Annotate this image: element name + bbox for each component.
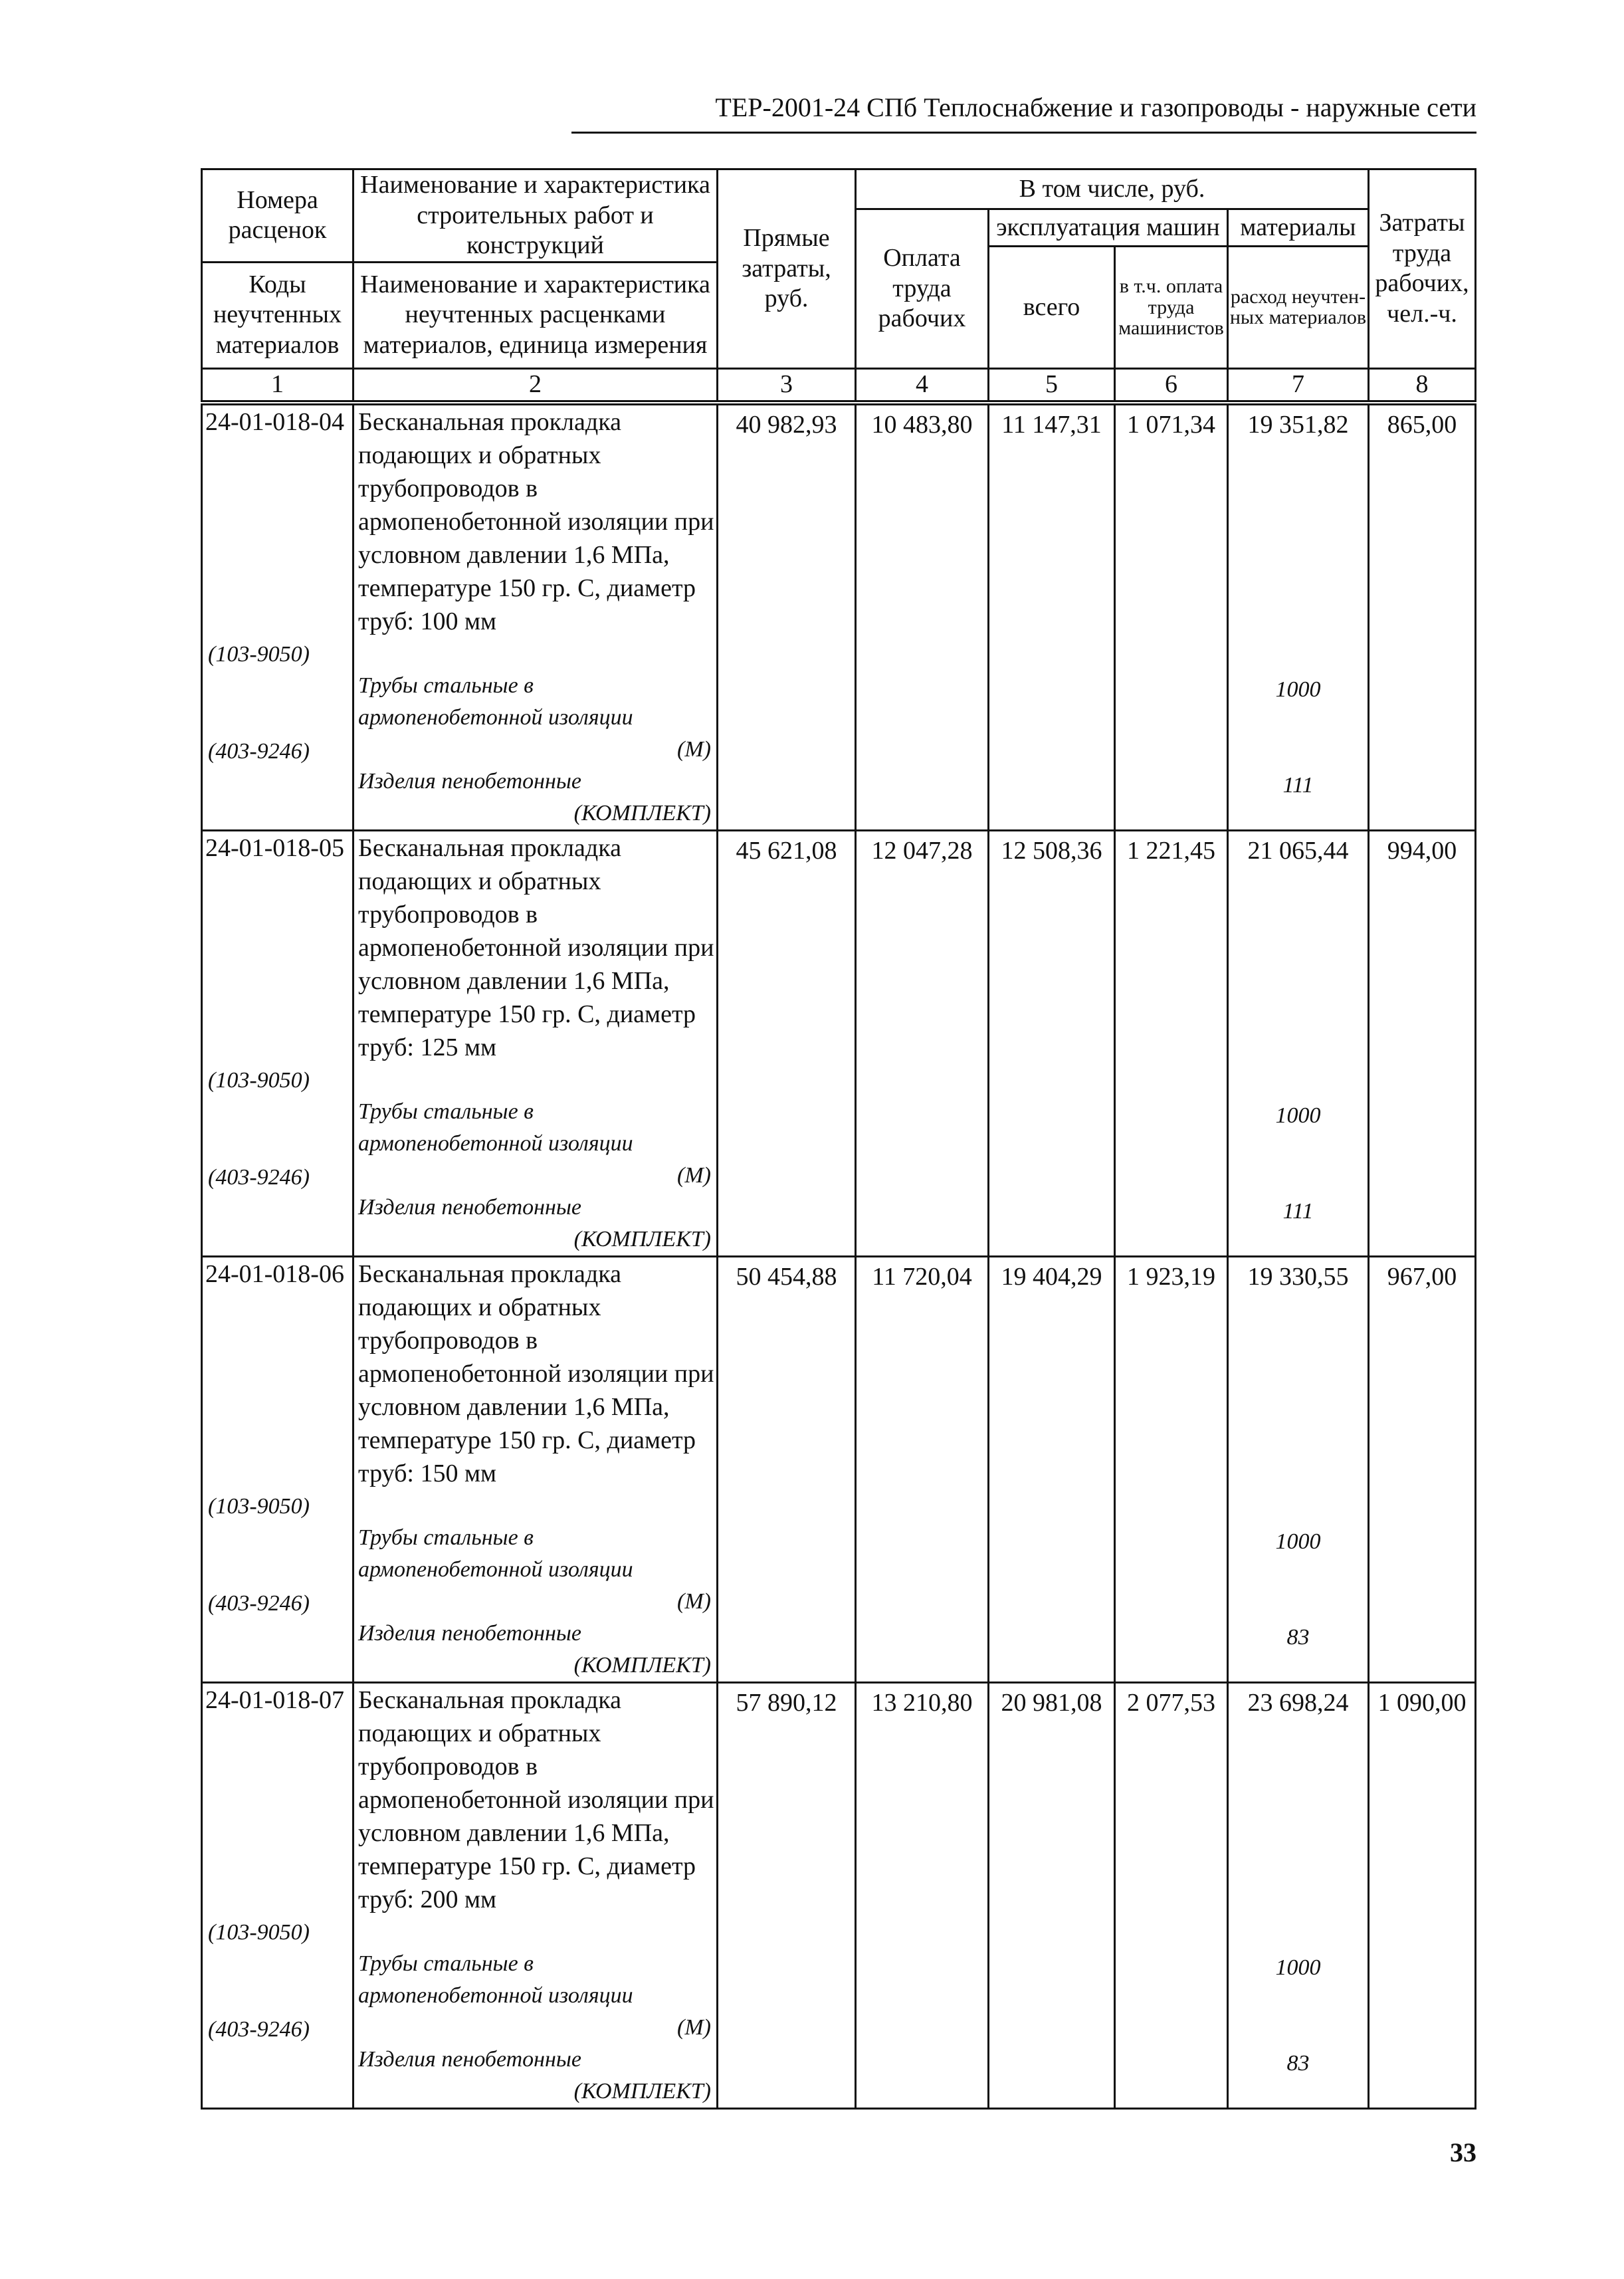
materials-cell bbox=[1228, 405, 1369, 831]
material-qty: 83 bbox=[1286, 2051, 1310, 2076]
material-name: Трубы стальные в армопенобетонной изоляции bbox=[358, 1951, 633, 2008]
rate-code-cell bbox=[202, 1683, 354, 2109]
work-name: Бесканальная прокладка подающих и обратных трубопроводов в армопенобетонной изоляции при условном давлении 1,6 МПа, температуре 150 гр. С, диаметр труб: 100 мм bbox=[358, 408, 714, 635]
value-machinists-pay: 1 071,34 bbox=[1115, 405, 1228, 831]
materials-cell bbox=[1228, 831, 1369, 1257]
value-materials: 21 065,44 bbox=[1247, 837, 1349, 865]
rate-code: 24-01-018-07 bbox=[205, 1686, 344, 1714]
value-materials: 19 330,55 bbox=[1247, 1263, 1349, 1291]
material-unit: (КОМПЛЕКТ) bbox=[573, 1653, 711, 1678]
materials-label: материалы bbox=[1228, 209, 1369, 247]
value-labor-hours: 994,00 bbox=[1369, 831, 1476, 1257]
col5-label: всего bbox=[989, 246, 1115, 368]
value-machines-total: 19 404,29 bbox=[989, 1257, 1115, 1683]
rate-code: 24-01-018-04 bbox=[205, 408, 344, 436]
table-row bbox=[202, 1257, 1476, 1683]
col-number: 7 bbox=[1228, 368, 1369, 401]
col7-label: расход неучтен-ных материалов bbox=[1228, 246, 1369, 368]
materials-cell bbox=[1228, 1257, 1369, 1683]
value-labor-pay: 13 210,80 bbox=[856, 1683, 989, 2109]
value-machines-total: 20 981,08 bbox=[989, 1683, 1115, 2109]
material-name: Трубы стальные в армопенобетонной изоляции bbox=[358, 673, 633, 730]
material-code: (403-9246) bbox=[208, 1591, 310, 1616]
col1-bottom-label: Коды неучтенных материалов bbox=[202, 262, 354, 368]
value-materials: 19 351,82 bbox=[1247, 411, 1349, 439]
page-number: 33 bbox=[1450, 2137, 1476, 2167]
value-direct: 57 890,12 bbox=[718, 1683, 856, 2109]
table-row bbox=[202, 1683, 1476, 2109]
material-qty: 111 bbox=[1282, 1199, 1314, 1224]
material-name: Трубы стальные в армопенобетонной изоляции bbox=[358, 1525, 633, 1582]
value-direct: 45 621,08 bbox=[718, 831, 856, 1257]
material-unit: (М) bbox=[677, 2015, 711, 2040]
value-labor-hours: 1 090,00 bbox=[1369, 1683, 1476, 2109]
value-machines-total: 12 508,36 bbox=[989, 831, 1115, 1257]
col4-label: Оплата труда рабочих bbox=[856, 209, 989, 369]
table-row bbox=[202, 831, 1476, 1257]
material-qty: 1000 bbox=[1275, 1103, 1321, 1128]
value-direct: 40 982,93 bbox=[718, 405, 856, 831]
material-unit: (М) bbox=[677, 1589, 711, 1614]
material-unit: (М) bbox=[677, 737, 711, 762]
col-number: 5 bbox=[989, 368, 1115, 401]
col3-label: Прямые затраты, руб. bbox=[718, 169, 856, 369]
work-name: Бесканальная прокладка подающих и обратных трубопроводов в армопенобетонной изоляции при условном давлении 1,6 МПа, температуре 150 гр. С, диаметр труб: 125 мм bbox=[358, 834, 714, 1061]
value-direct: 50 454,88 bbox=[718, 1257, 856, 1683]
work-name-cell bbox=[354, 1257, 718, 1683]
col-number: 8 bbox=[1369, 368, 1476, 401]
rate-code-cell bbox=[202, 831, 354, 1257]
value-materials: 23 698,24 bbox=[1247, 1689, 1349, 1717]
material-name: Трубы стальные в армопенобетонной изоляции bbox=[358, 1099, 633, 1156]
material-name: Изделия пенобетонные bbox=[358, 769, 582, 794]
value-machines-total: 11 147,31 bbox=[989, 405, 1115, 831]
material-code: (403-9246) bbox=[208, 2017, 310, 2042]
material-unit: (М) bbox=[677, 1163, 711, 1188]
material-unit: (КОМПЛЕКТ) bbox=[573, 2079, 711, 2104]
material-unit: (КОМПЛЕКТ) bbox=[573, 1227, 711, 1251]
value-labor-pay: 11 720,04 bbox=[856, 1257, 989, 1683]
rate-code: 24-01-018-05 bbox=[205, 834, 344, 862]
material-code: (103-9050) bbox=[208, 642, 310, 667]
col2-top-label: Наименование и характеристика строительных работ и конструкций bbox=[354, 169, 718, 263]
col-number: 4 bbox=[856, 368, 989, 401]
rates-table bbox=[201, 403, 1476, 2110]
rate-code-cell bbox=[202, 405, 354, 831]
materials-cell bbox=[1228, 1683, 1369, 2109]
work-name-cell bbox=[354, 405, 718, 831]
rate-code: 24-01-018-06 bbox=[205, 1260, 344, 1288]
value-machinists-pay: 2 077,53 bbox=[1115, 1683, 1228, 2109]
material-code: (103-9050) bbox=[208, 1068, 310, 1093]
material-qty: 1000 bbox=[1275, 677, 1321, 702]
material-qty: 83 bbox=[1286, 1625, 1310, 1650]
material-code: (403-9246) bbox=[208, 1165, 310, 1190]
header-rule bbox=[571, 132, 1476, 134]
material-unit: (КОМПЛЕКТ) bbox=[573, 801, 711, 825]
material-code: (403-9246) bbox=[208, 739, 310, 764]
material-name: Изделия пенобетонные bbox=[358, 2047, 582, 2072]
material-qty: 1000 bbox=[1275, 1955, 1321, 1980]
work-name-cell bbox=[354, 1683, 718, 2109]
table-header bbox=[201, 168, 1476, 402]
group-label: В том числе, руб. bbox=[856, 169, 1369, 209]
col1-top-label: Номера расценок bbox=[202, 169, 354, 263]
value-machinists-pay: 1 221,45 bbox=[1115, 831, 1228, 1257]
material-name: Изделия пенобетонные bbox=[358, 1195, 582, 1220]
col-number: 6 bbox=[1115, 368, 1228, 401]
col6-label: в т.ч. оплата труда машинистов bbox=[1115, 246, 1228, 368]
material-qty: 111 bbox=[1282, 773, 1314, 798]
material-qty: 1000 bbox=[1275, 1529, 1321, 1554]
col-number: 1 bbox=[202, 368, 354, 401]
work-name-cell bbox=[354, 831, 718, 1257]
value-labor-pay: 10 483,80 bbox=[856, 405, 989, 831]
page-header: ТЕР-2001-24 СПб Теплоснабжение и газопроводы - наружные сети bbox=[715, 92, 1476, 122]
work-name: Бесканальная прокладка подающих и обратных трубопроводов в армопенобетонной изоляции при условном давлении 1,6 МПа, температуре 150 гр. С, диаметр труб: 150 мм bbox=[358, 1260, 714, 1487]
work-name: Бесканальная прокладка подающих и обратных трубопроводов в армопенобетонной изоляции при условном давлении 1,6 МПа, температуре 150 гр. С, диаметр труб: 200 мм bbox=[358, 1686, 714, 1913]
col-number: 2 bbox=[354, 368, 718, 401]
rate-code-cell bbox=[202, 1257, 354, 1683]
material-name: Изделия пенобетонные bbox=[358, 1621, 582, 1646]
value-labor-pay: 12 047,28 bbox=[856, 831, 989, 1257]
material-code: (103-9050) bbox=[208, 1920, 310, 1945]
value-machinists-pay: 1 923,19 bbox=[1115, 1257, 1228, 1683]
col-number: 3 bbox=[718, 368, 856, 401]
value-labor-hours: 865,00 bbox=[1369, 405, 1476, 831]
value-labor-hours: 967,00 bbox=[1369, 1257, 1476, 1683]
machines-label: эксплуатация машин bbox=[989, 209, 1228, 247]
col2-bottom-label: Наименование и характеристика неучтенных расценками материалов, единица измерения bbox=[354, 262, 718, 368]
material-code: (103-9050) bbox=[208, 1494, 310, 1519]
table-row bbox=[202, 405, 1476, 831]
col8-label: Затраты труда рабочих, чел.-ч. bbox=[1369, 169, 1476, 369]
